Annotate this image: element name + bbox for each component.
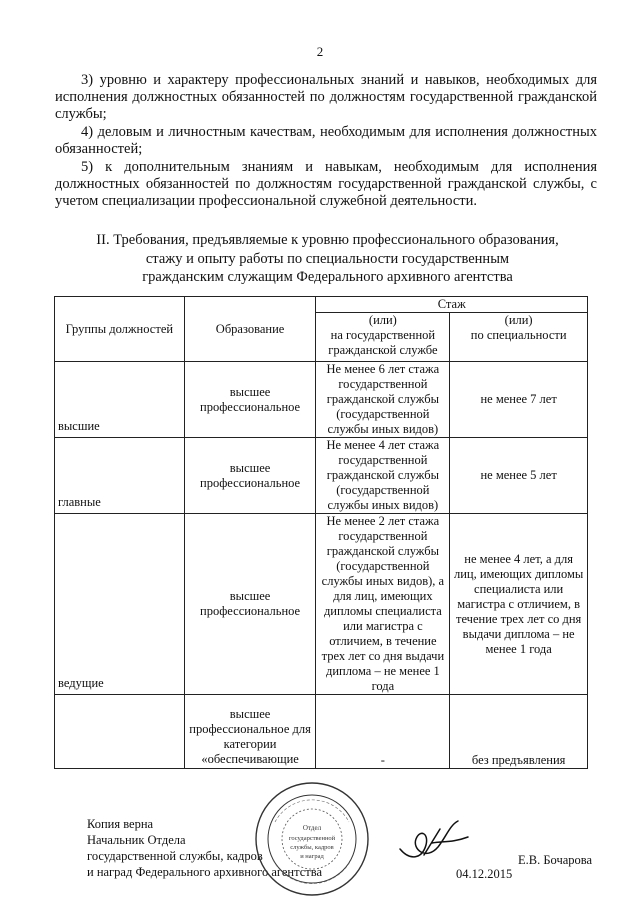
page-number: 2 bbox=[316, 44, 324, 59]
table-header-row bbox=[55, 297, 588, 313]
cell-specialty: не менее 5 лет bbox=[450, 438, 588, 514]
signer-name: Е.В. Бочарова bbox=[518, 853, 593, 867]
header-civil-service bbox=[316, 313, 450, 362]
cell-civil: Не менее 4 лет стажа государственной гражданской службы (государственной службы иных видов) bbox=[316, 438, 450, 514]
heading-line: гражданским служащим Федерального архивного агентства bbox=[142, 269, 513, 285]
header-groups: Группы должностей bbox=[55, 297, 185, 362]
cell-group bbox=[55, 695, 185, 769]
cell-group: главные bbox=[55, 438, 185, 514]
header-stazh: Стаж bbox=[316, 297, 588, 313]
paragraph-text: уровню и характеру профессиональных знаний и навыков, необходимых для исполнения должностных обязанностей по должностям государственной гражданской службы; bbox=[55, 72, 597, 122]
cell-group: ведущие bbox=[55, 514, 185, 695]
cell-civil: Не менее 6 лет стажа государственной гражданской службы (государственной службы иных видов) bbox=[316, 362, 450, 438]
copy-line: Копия верна bbox=[87, 817, 154, 831]
cell-specialty: без предъявления bbox=[450, 695, 588, 769]
heading-line: II. Требования, предъявляемые к уровню профессионального образования, bbox=[96, 232, 559, 248]
svg-text:Отдел: Отдел bbox=[302, 824, 322, 832]
paragraph-text: деловым и личностным качествам, необходимым для исполнения должностных обязанностей; bbox=[55, 124, 597, 157]
svg-text:государственной: государственной bbox=[288, 835, 336, 842]
header-education: Образование bbox=[184, 297, 316, 362]
cell-civil: - bbox=[316, 695, 450, 769]
table-row bbox=[55, 695, 588, 769]
copy-date: 04.12.2015 bbox=[456, 867, 513, 881]
cell-civil: Не менее 2 лет стажа государственной гражданской службы (государственной службы иных видов), а для лиц, имеющих дипломы специалиста или магистра с отличием, в течение трех лет со дня выдачи диплома – не менее 1 года bbox=[316, 514, 450, 695]
cell-specialty: не менее 7 лет bbox=[450, 362, 588, 438]
cell-education: высшее профессиональное bbox=[184, 362, 316, 438]
paragraph-3 bbox=[55, 72, 597, 123]
copy-line: и наград Федерального архивного агентства bbox=[87, 865, 323, 879]
paragraph-number: 5) bbox=[81, 159, 94, 175]
svg-text:и наград: и наград bbox=[300, 853, 324, 860]
paragraph-4 bbox=[55, 124, 597, 158]
requirements-table bbox=[54, 296, 588, 769]
cell-education: высшее профессиональное bbox=[184, 514, 316, 695]
cell-specialty: не менее 4 лет, а для лиц, имеющих дипломы специалиста или магистра с отличием, в течение трех лет со дня выдачи диплома – не менее 1 года bbox=[450, 514, 588, 695]
paragraph-number: 4) bbox=[81, 124, 94, 140]
cell-education: высшее профессиональное для категории «обеспечивающие bbox=[184, 695, 316, 769]
heading-line: стажу и опыту работы по специальности государственным bbox=[145, 250, 510, 267]
official-stamp bbox=[253, 780, 371, 898]
header-or: (или) bbox=[368, 313, 397, 327]
paragraph-number: 3) bbox=[81, 72, 94, 88]
table-row bbox=[55, 362, 588, 438]
paragraph-5 bbox=[55, 159, 597, 210]
copy-line: государственной службы, кадров bbox=[87, 849, 263, 863]
table-row bbox=[55, 438, 588, 514]
table-row bbox=[55, 514, 588, 695]
cell-group: высшие bbox=[55, 362, 185, 438]
header-or: (или) bbox=[504, 313, 533, 327]
header-spec-label: по специальности bbox=[470, 328, 567, 342]
section-heading bbox=[55, 231, 600, 287]
header-civil-label: на государственной гражданской службе bbox=[328, 328, 438, 357]
header-specialty bbox=[450, 313, 588, 362]
paragraph-text: к дополнительным знаниям и навыкам, необходимым для исполнения должностных обязанностей по должностям государственной гражданской службы, с учетом специализации профессиональной служебной деятельности. bbox=[55, 159, 598, 209]
svg-text:службы, кадров: службы, кадров bbox=[290, 844, 334, 851]
signature bbox=[396, 815, 478, 867]
copy-line: Начальник Отдела bbox=[87, 833, 186, 847]
cell-education: высшее профессиональное bbox=[184, 438, 316, 514]
